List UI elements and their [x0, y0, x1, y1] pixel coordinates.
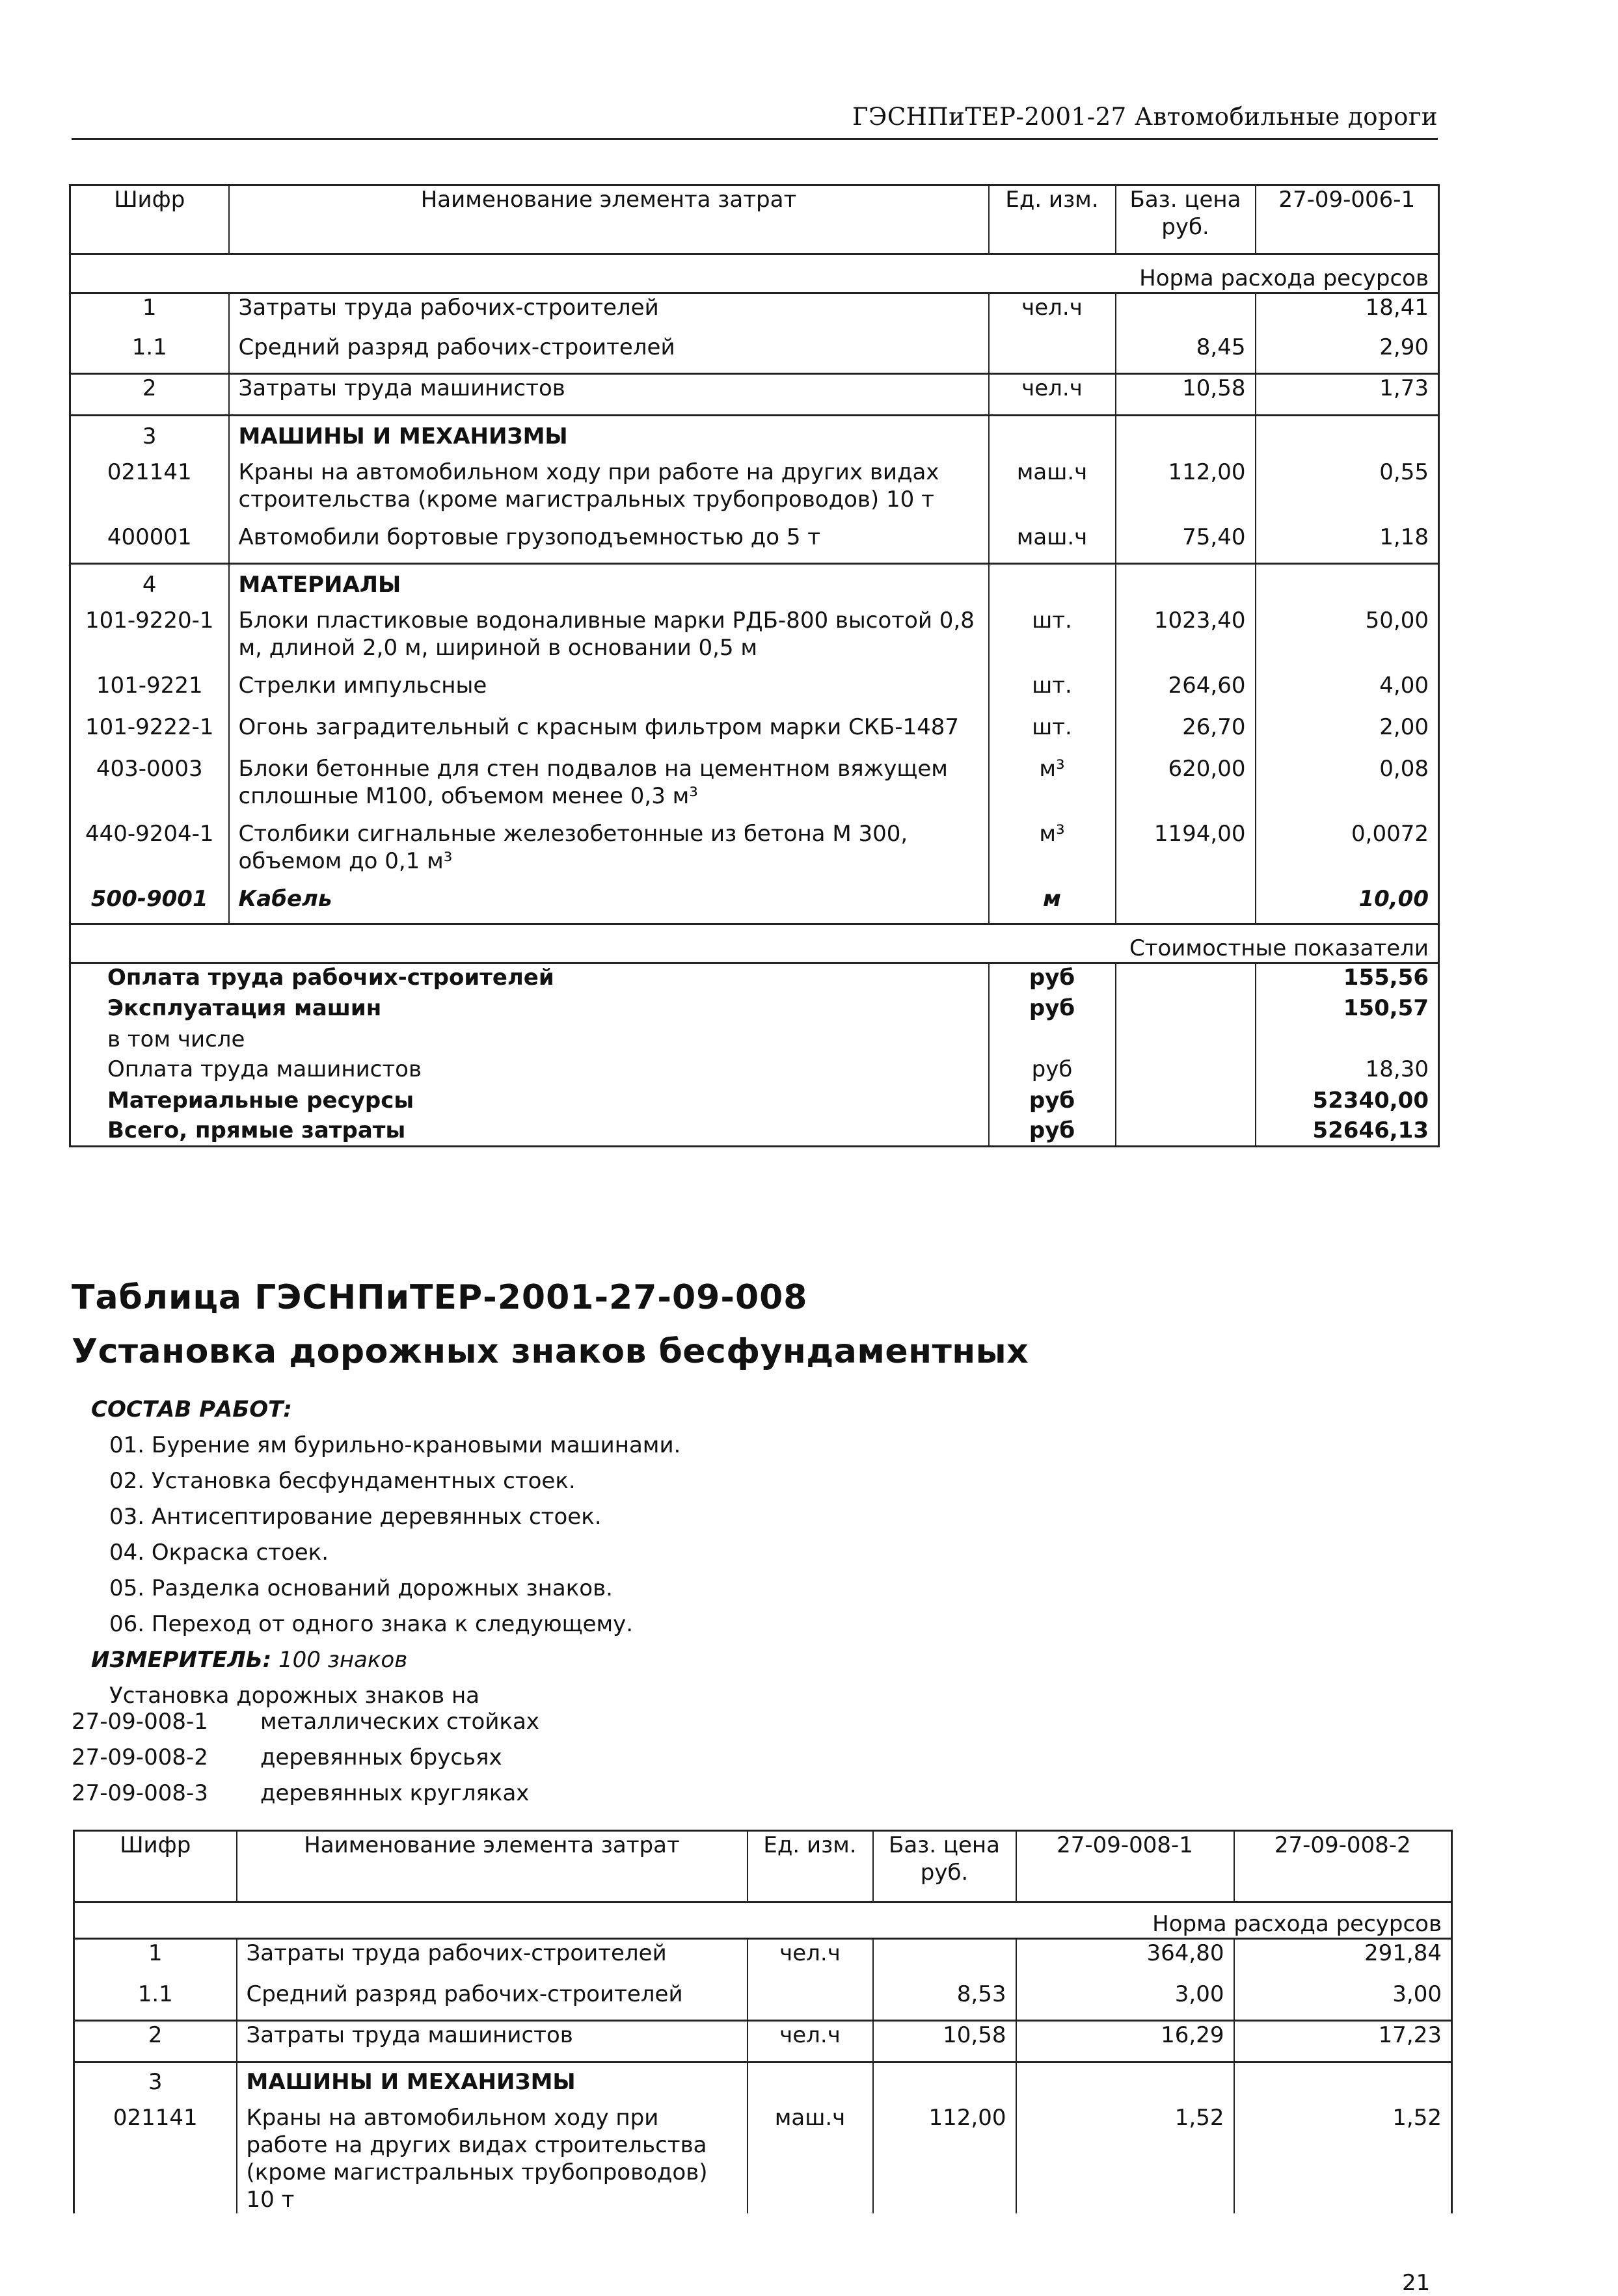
variant-code: 27-09-008-2 [72, 1744, 208, 1770]
section-title: МАШИНЫ И МЕХАНИЗМЫ [229, 416, 989, 459]
row-unit: м³ [989, 820, 1116, 885]
cost-row [70, 1056, 1439, 1087]
running-header [72, 103, 1438, 140]
row-unit: чел.ч [989, 374, 1116, 416]
row-value: 2,90 [1256, 334, 1439, 374]
row-code: 2 [142, 375, 157, 401]
row-unit: чел.ч [748, 2021, 873, 2062]
variant-code: 27-09-008-1 [72, 1709, 208, 1735]
section-row [70, 416, 1439, 459]
col-header-unit: Ед. изм. [748, 1831, 873, 1902]
section-row [74, 2062, 1452, 2104]
cost-unit: руб [989, 994, 1116, 1026]
cost-row [70, 963, 1439, 994]
row-code: 101-9220-1 [85, 607, 214, 634]
row-name: Краны на автомобильном ходу при работе на других видах строительства (кроме магистральных трубопроводов) 10 т [229, 459, 989, 524]
row-value: 18,41 [1256, 293, 1439, 334]
col-header-norm: 27-09-006-1 [1256, 185, 1439, 254]
variant-text: металлических стойках [260, 1709, 539, 1735]
cost-value: 155,56 [1256, 963, 1439, 994]
cost-unit: руб [989, 963, 1116, 994]
row-value-1: 1,52 [1016, 2104, 1234, 2213]
row-code: 1.1 [137, 1981, 173, 2007]
row-name: Стрелки импульсные [229, 672, 989, 714]
row-code: 400001 [107, 524, 192, 550]
row-value: 1,73 [1256, 374, 1439, 416]
col-header-name: Наименование элемента затрат [229, 185, 989, 254]
row-unit: шт. [989, 607, 1116, 672]
meter-value: 100 знаков [278, 1647, 408, 1673]
work-label: СОСТАВ РАБОТ: [91, 1396, 292, 1422]
row-unit [748, 1981, 873, 2021]
work-item: 05. Разделка оснований дорожных знаков. [109, 1575, 613, 1601]
meter-label: ИЗМЕРИТЕЛЬ: [91, 1647, 272, 1673]
variant-item [72, 1704, 539, 1740]
row-price: 8,53 [873, 1981, 1016, 2021]
row-code: 101-9222-1 [85, 714, 214, 740]
cost-label: Материальные ресурсы [107, 1087, 414, 1114]
row-value: 1,18 [1256, 524, 1439, 564]
row-unit: маш.ч [748, 2104, 873, 2213]
variants-intro: Установка дорожных знаков на [109, 1683, 480, 1709]
row-code: 2 [148, 2022, 163, 2048]
variant-text: деревянных брусьях [260, 1744, 502, 1770]
cost-label: Эксплуатация машин [107, 994, 382, 1021]
row-unit: м³ [989, 755, 1116, 820]
table-row [70, 885, 1439, 924]
row-name: Затраты труда машинистов [229, 374, 989, 416]
row-code: 440-9204-1 [85, 820, 214, 847]
section-title: МАШИНЫ И МЕХАНИЗМЫ [237, 2062, 748, 2104]
row-value-2: 1,52 [1234, 2104, 1452, 2213]
table-title: Таблица ГЭСНПиТЕР-2001-27-09-008 [72, 1278, 808, 1317]
work-item: 01. Бурение ям бурильно-крановыми машинами. [109, 1432, 681, 1458]
row-value-1: 16,29 [1016, 2021, 1234, 2062]
row-code: 403-0003 [96, 755, 203, 782]
section-row [70, 564, 1439, 607]
row-price: 112,00 [1116, 459, 1256, 524]
work-item: 02. Установка бесфундаментных стоек. [109, 1468, 576, 1494]
row-unit: чел.ч [748, 1939, 873, 1981]
cost-value: 18,30 [1256, 1056, 1439, 1087]
row-unit: маш.ч [989, 524, 1116, 564]
running-title: ГЭСНПиТЕР-2001-27 Автомобильные дороги [852, 103, 1438, 131]
row-code: 021141 [107, 459, 192, 485]
row-code: 021141 [113, 2104, 198, 2131]
work-item: 03. Антисептирование деревянных стоек. [109, 1504, 602, 1530]
row-value-1: 364,80 [1016, 1939, 1234, 1981]
table-row [70, 607, 1439, 672]
cost-label: в том числе [107, 1026, 245, 1052]
row-price: 264,60 [1116, 672, 1256, 714]
row-price: 620,00 [1116, 755, 1256, 820]
cost-value: 150,57 [1256, 994, 1439, 1026]
cost-row [70, 1026, 1439, 1056]
row-code: 4 [142, 572, 157, 598]
row-value: 0,55 [1256, 459, 1439, 524]
row-code: 101-9221 [96, 672, 203, 699]
col-header-price: Баз. цена руб. [1116, 185, 1256, 254]
section-subtitle: Установка дорожных знаков бесфундаментных [72, 1332, 1029, 1371]
cost-unit: руб [989, 1056, 1116, 1087]
row-name: Блоки бетонные для стен подвалов на цементном вяжущем сплошные М100, объемом менее 0,3 м³ [229, 755, 989, 820]
table-row [70, 334, 1439, 374]
cost-value [1256, 1026, 1439, 1056]
row-value-2: 17,23 [1234, 2021, 1452, 2062]
table-row [70, 524, 1439, 564]
row-value: 10,00 [1256, 885, 1439, 924]
row-name: Средний разряд рабочих-строителей [237, 1981, 748, 2021]
row-price: 10,58 [873, 2021, 1016, 2062]
table-row [70, 672, 1439, 714]
row-price: 26,70 [1116, 714, 1256, 755]
cost-label: Оплата труда машинистов [107, 1056, 422, 1082]
row-name: Краны на автомобильном ходу при работе на других видах строительства (кроме магистральных трубопроводов) 10 т [237, 2104, 748, 2213]
row-unit: м [989, 885, 1116, 924]
cost-row [70, 994, 1439, 1026]
col-header-code: Шифр [120, 1832, 191, 1858]
norm-header: Норма расхода ресурсов [74, 1902, 1452, 1939]
row-name: Средний разряд рабочих-строителей [229, 334, 989, 374]
row-price: 75,40 [1116, 524, 1256, 564]
row-code: 1.1 [131, 334, 167, 360]
row-price: 112,00 [873, 2104, 1016, 2213]
variant-item [72, 1776, 539, 1811]
row-price [873, 1939, 1016, 1981]
row-value: 4,00 [1256, 672, 1439, 714]
row-price [1116, 293, 1256, 334]
col-header-norm-2: 27-09-008-2 [1234, 1831, 1452, 1902]
row-name: Столбики сигнальные железобетонные из бетона М 300, объемом до 0,1 м³ [229, 820, 989, 885]
variant-text: деревянных кругляках [260, 1780, 530, 1806]
col-header-norm-1: 27-09-008-1 [1016, 1831, 1234, 1902]
cost-unit: руб [989, 1087, 1116, 1117]
row-code: 3 [142, 423, 157, 449]
table-row [74, 1981, 1452, 2021]
row-value: 0,0072 [1256, 820, 1439, 885]
col-header-code: Шифр [114, 187, 185, 213]
row-code: 1 [148, 1940, 163, 1966]
resource-table-27-09-008 [73, 1830, 1453, 2213]
col-header-unit: Ед. изм. [989, 185, 1116, 254]
row-code: 3 [148, 2069, 163, 2095]
cost-value: 52340,00 [1256, 1087, 1439, 1117]
row-unit: чел.ч [989, 293, 1116, 334]
row-name: Автомобили бортовые грузоподъемностью до 5 т [229, 524, 989, 564]
cost-header: Стоимостные показатели [70, 924, 1439, 963]
row-name: Затраты труда рабочих-строителей [237, 1939, 748, 1981]
cost-label: Всего, прямые затраты [107, 1117, 406, 1143]
table-row [70, 459, 1439, 524]
row-price: 1194,00 [1116, 820, 1256, 885]
row-price [1116, 885, 1256, 924]
row-price: 1023,40 [1116, 607, 1256, 672]
norm-header: Норма расхода ресурсов [70, 254, 1439, 293]
col-header-name: Наименование элемента затрат [237, 1831, 748, 1902]
row-value-2: 3,00 [1234, 1981, 1452, 2021]
row-value: 50,00 [1256, 607, 1439, 672]
table-row [70, 293, 1439, 334]
row-unit: шт. [989, 714, 1116, 755]
table-row [70, 820, 1439, 885]
row-name: Блоки пластиковые водоналивные марки РДБ-800 высотой 0,8 м, длиной 2,0 м, шириной в основании 0,5 м [229, 607, 989, 672]
measurer [91, 1642, 681, 1678]
cost-row [70, 1117, 1439, 1147]
cost-row [70, 1087, 1439, 1117]
table-row [74, 2021, 1452, 2062]
row-price: 10,58 [1116, 374, 1256, 416]
row-value: 2,00 [1256, 714, 1439, 755]
row-code: 1 [142, 295, 157, 321]
row-value: 0,08 [1256, 755, 1439, 820]
work-item: 04. Окраска стоек. [109, 1540, 329, 1566]
row-price: 8,45 [1116, 334, 1256, 374]
row-code: 500-9001 [90, 885, 208, 912]
cost-label: Оплата труда рабочих-строителей [107, 965, 554, 991]
table-row [70, 374, 1439, 416]
variants-list [72, 1704, 539, 1811]
page-number: 21 [1402, 2270, 1431, 2296]
table-row [70, 755, 1439, 820]
row-unit [989, 334, 1116, 374]
variant-item [72, 1740, 539, 1776]
resource-table-27-09-006 [69, 184, 1440, 1147]
work-item: 06. Переход от одного знака к следующему. [109, 1611, 634, 1637]
table-row [74, 1939, 1452, 1981]
row-name: Затраты труда рабочих-строителей [229, 293, 989, 334]
row-unit: маш.ч [989, 459, 1116, 524]
table-row [74, 2104, 1452, 2213]
cost-value: 52646,13 [1256, 1117, 1439, 1147]
table-row [70, 714, 1439, 755]
section-title: МАТЕРИАЛЫ [229, 564, 989, 607]
cost-unit: руб [989, 1117, 1116, 1147]
variant-code: 27-09-008-3 [72, 1780, 208, 1806]
row-name: Кабель [229, 885, 989, 924]
row-unit: шт. [989, 672, 1116, 714]
cost-unit [989, 1026, 1116, 1056]
row-name: Огонь заградительный с красным фильтром марки СКБ-1487 [229, 714, 989, 755]
row-value-2: 291,84 [1234, 1939, 1452, 1981]
row-name: Затраты труда машинистов [237, 2021, 748, 2062]
row-value-1: 3,00 [1016, 1981, 1234, 2021]
col-header-price: Баз. цена руб. [873, 1831, 1016, 1902]
work-composition [91, 1392, 681, 1714]
